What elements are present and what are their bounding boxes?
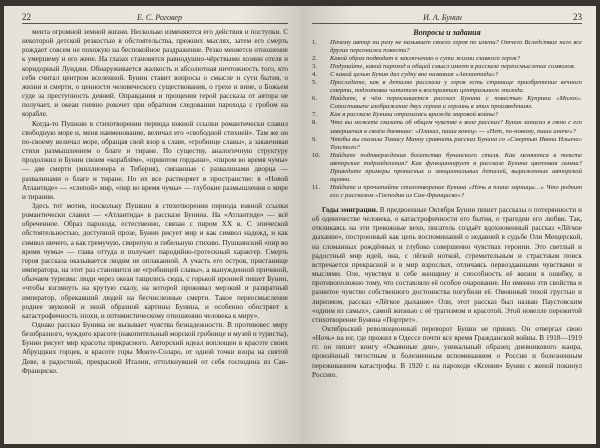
- page-number-left: 22: [22, 12, 31, 22]
- left-page: [4, 6, 300, 444]
- question-item: 5. Проследите, как в деталях рассказа у героя есть странице приобретение вечного смерти, подготовка читателя к восприятию центрального эпизода.: [312, 79, 582, 95]
- running-header-left: [22, 12, 288, 24]
- page-number-right: 23: [573, 12, 582, 22]
- paragraph: Здесь тот мотив, поскольку Пушкин в стихотворении периода южной ссылки романтически славил — «Атлантида» в рассказе Бунина. На «Атлантиде» — всё обреченное. Образ парохода, естественно, связан с пиром XX в. С эпической обстоятельностью, доступной прозе, Бунин рисует мир и как символ надежд, и как символ ничего, а как гремучую, свирепую и гибельную стихию. Пушкинский «пир во время чумы» — глава оттуда и получает пародийно-гротескный характер. Смерть героя рассказа оказывается людям не оплаканной. А участь его остров, пристанище императора, на этот раз становится не «гробницей славы», а вынужденной причиной, обычаем туризма: люди через океан тащились сюда, с горькой иронией пишет Бунин, «чтобы взглянуть на крутую скалу, на которой проживал мерзкий и развратный император, обрекавший людей на бесчисленные смерти. Такое переосмысление роднее звуковой и иной образной картины Бунина, и особенно обостряет к катастрофичность эпохи, и оптимистическому отношению человека к миру».: [22, 201, 288, 320]
- question-item: 1. Почему автор ни разу не называет своего героя по имени? Отчего Вследствие него все другие персонажи повести?: [312, 39, 582, 55]
- running-header-right: [312, 12, 582, 24]
- question-item: 9. Чтобы вы сказали Томасу Манну сравнить рассказ Бунина со «Смертью Ивана Ильича» Толстого?: [312, 135, 582, 151]
- question-item: 2. Какой образ подводит к заключению о сути жизни главного героя?: [312, 55, 520, 63]
- paragraph: Однако рассказ Бунина не вызывает чувства безнадежности. В противовес миру безобразного, чуждого красоте (накопительный морской гробнице и музей и туристы), Бунин рисует мир красоты прекрасного. Авторский идеал воплощен в красоте своих Абруццких горцев, в красоте горы Монте-Соларо, от одной точки взора на святой Деве, в радостной, прекрасной Италии, оттолкнувшей от себя господина из Сан-Франциско.: [22, 321, 288, 375]
- question-item: 11. Найдите и прочитайте стихотворение Бунина «Ночь в плане зарницы…» Что роднит его с рассказом «Господин из Сан-Франциско»?: [312, 183, 582, 199]
- question-item: 10. Найдите подтверждения богатства бунинского стиля. Как меняются в тексте авторские подразделения? Как функционирует в рассказе Бунина цветовая гамма? Приведите примеры прописных и эмоциональных деталей, выраженных авторской оценки.: [312, 151, 582, 183]
- paragraph: [312, 206, 582, 325]
- question-item: 7. Как в рассказе Бунина отразилась вражда мировой войны?: [312, 111, 498, 119]
- paragraph: мента огромной земной жизни. Несколько изменяются его действия и поступки. С некоторой детской резкостью в обстоятельства, прежних мыслях, затем его смерть рождает совсем не похожую на беспокойное раздражение. Резко меняется отношение к умершему и его жене. На глазах становятся равнодушно-чёрствыми хозяин отеля и коридорный Луиджи. Обнаруживается жалкость и абсолютная ничтожность того, кто себя считал центром вселенной. Бунин ставит вопросы о смысле и сути бытия, о жизни и смерти, о ценности человеческого существования, о грехе и вине, о Божьем суде за преступность деяний. Оправдания и прощения герой рассказа от автора не получает, и океан гневно рокочет при обратном следовании парохода с гробом на корабле.: [22, 28, 288, 119]
- questions-title: Вопросы и задания: [413, 28, 481, 37]
- book-spread: [4, 6, 596, 444]
- questions-list: [312, 39, 582, 200]
- running-head-author: Е. С. Роговер: [137, 13, 182, 22]
- running-head-title: И. А. Бунин: [423, 13, 462, 22]
- question-item: 8. Что вы можете сказать об общем чувстве к воле рассказ? Бунин записал в свою с его завершения в своём дневнике: «Плакал, пиши конец» — «Нет, по-новому, пиши иначе»?: [312, 119, 582, 135]
- right-page: [300, 6, 596, 444]
- paragraph: Октябрьский революционный переворот Бунин не принял. Он отвергал свою «Ночь» на юг, где прожил в Одессе почти все время Гражданской войны. В 1918—1919 гг. он пишет книгу «Окаянные дни», уникальный образец дневникового жанра, пронзённый тягостным и болезненным вспоминанием о России и болезненным переживанием катастрофы. В 1920 г. на пароходе «Ксения» Бунин с женой покинул Россию.: [312, 324, 582, 379]
- question-item: 6. Найдите, в чём перекликается рассказ Бунина с повестью Куприна «Молох». Сопоставьте изображение двух героев и героинь в этих произведениях.: [312, 95, 582, 111]
- question-item: 3. Подумайте, какой пароход и общий смысл имеет в рассказе переосмысление символов.: [312, 63, 576, 71]
- paragraph: Когда-то Пушкин в стихотворении периода южной ссылки романтически славил свободную морe и, меня наименование, величал его «свободной стихией». Там же он по-своему величал морe, обращая свой взор к славе, «гробнице славы», а заканчивая стихи размышлением о благе и тиране. По существу, аналогичную структуру продолжил и Бунин своим «кораблём», «приютом гордыни», «пиром во время чумы» — две смерти (миллионера и Тиберия), связанные с развалинами дворца — развалинами о благе и тиране. Но их все растворяет в пространстве: в «Новой Атлантиде» — «слепой» мир, «пир во время чумы» — глубокие размышления о мире и тирании.: [22, 119, 288, 201]
- paragraph-body: В предвоенные Октября Бунин пишет рассказы о потерянности и об одиночестве человека, о катастрофичности его бытия, о трагедии его любви. Так, откликаясь на эти тревожные вехи, писатель создаёт вдохновенный рассказ «Лёгкое дыхание», построенный как цепь воспоминаний о недавней в судьбе Оли Мещерской, на сломанных рождённых и глубоко совершенно чувствах героини. Это светлый и радостный мир идей, она, с лёгкой ноткой, стремительным и страстным поиск встречается прекрасной и в мир взрослых, отличаясь первозданными чувствами и мыслями. Оле, чувствуя в себе женщину и способность её жизни в ошибку, и противоположно тому, что составляло её особое очарование. Но именно эти свойства и развитое чувство собственного достоинства погубили её. Овеянный тихой грустью и лиризмом, рассказ «Лёгкое дыхание» Оли, этот рассказ был назван Паустовским «одним из самых», самой жизнью с её трагизмом и красотой. Этой новелле пережитой стихотворение Бунина «Портрет».: [312, 205, 582, 324]
- section-heading: Годы эмиграции.: [322, 205, 378, 214]
- question-item: 4. С какой целью Бунин дал судну вне названия «Атлантида»?: [312, 71, 499, 79]
